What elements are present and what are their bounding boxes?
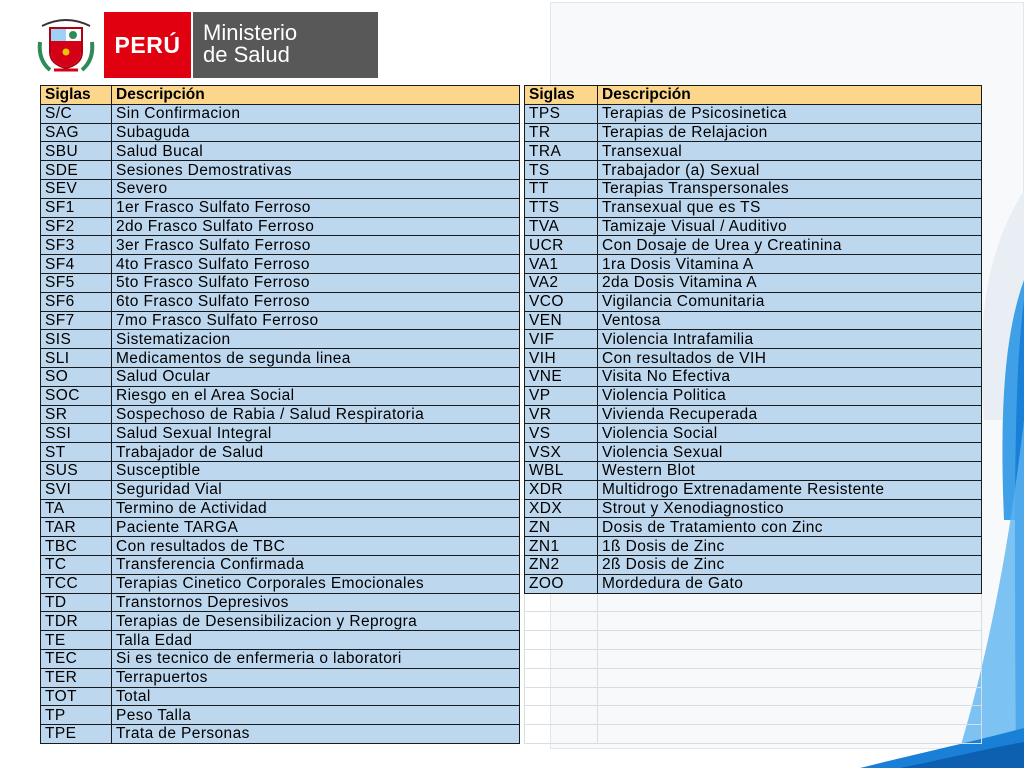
table-row xyxy=(41,668,520,687)
empty-cell xyxy=(598,631,982,650)
table-row xyxy=(525,424,982,443)
abbreviation-cell: XDX xyxy=(525,499,598,518)
table-row xyxy=(525,555,982,574)
table-row xyxy=(41,424,520,443)
empty-cell xyxy=(598,725,982,744)
abbreviation-cell: VSX xyxy=(525,443,598,462)
table-row xyxy=(41,367,520,386)
description-cell: Mordedura de Gato xyxy=(598,574,982,593)
table-row xyxy=(525,198,982,217)
table-row xyxy=(525,292,982,311)
table-row xyxy=(41,311,520,330)
abbreviation-cell: VIF xyxy=(525,330,598,349)
abbreviation-cell: VA2 xyxy=(525,273,598,292)
table-row xyxy=(525,461,982,480)
description-cell: Paciente TARGA xyxy=(112,518,520,537)
abbreviation-cell: TA xyxy=(41,499,112,518)
description-cell: Susceptible xyxy=(112,461,520,480)
table-row xyxy=(41,499,520,518)
abbreviation-cell: SO xyxy=(41,367,112,386)
abbreviation-cell: ZN xyxy=(525,518,598,537)
table-row xyxy=(41,518,520,537)
table-row xyxy=(41,292,520,311)
description-cell: Severo xyxy=(112,179,520,198)
empty-row xyxy=(525,593,982,612)
abbreviation-cell: SOC xyxy=(41,386,112,405)
description-cell: Violencia Politica xyxy=(598,386,982,405)
table-row xyxy=(41,179,520,198)
abbreviations-table-right xyxy=(524,85,982,744)
table-row xyxy=(41,123,520,142)
ministry-name xyxy=(193,12,378,78)
column-header-descripcion: Descripción xyxy=(598,86,982,105)
ministry-name-line1: Ministerio xyxy=(203,20,298,45)
description-cell: 2do Frasco Sulfato Ferroso xyxy=(112,217,520,236)
empty-row xyxy=(525,612,982,631)
description-cell: Terapias Transpersonales xyxy=(598,179,982,198)
abbreviation-cell: SF5 xyxy=(41,273,112,292)
abbreviation-cell: SAG xyxy=(41,123,112,142)
column-header-siglas: Siglas xyxy=(41,86,112,105)
description-cell: Sesiones Demostrativas xyxy=(112,161,520,180)
table-row xyxy=(41,649,520,668)
description-cell: 3er Frasco Sulfato Ferroso xyxy=(112,236,520,255)
empty-cell xyxy=(525,593,598,612)
abbreviation-cell: SSI xyxy=(41,424,112,443)
abbreviation-cell: SVI xyxy=(41,480,112,499)
column-header-siglas: Siglas xyxy=(525,86,598,105)
abbreviation-cell: SF7 xyxy=(41,311,112,330)
abbreviation-cell: VCO xyxy=(525,292,598,311)
table-row xyxy=(41,142,520,161)
table-row xyxy=(41,443,520,462)
description-cell: Con Dosaje de Urea y Creatinina xyxy=(598,236,982,255)
table-row xyxy=(41,706,520,725)
description-cell: Terapias Cinetico Corporales Emocionales xyxy=(112,574,520,593)
table-row xyxy=(525,179,982,198)
abbreviation-cell: TCC xyxy=(41,574,112,593)
table-row xyxy=(525,574,982,593)
table-row xyxy=(525,161,982,180)
description-cell: Trabajador (a) Sexual xyxy=(598,161,982,180)
abbreviation-cell: VNE xyxy=(525,367,598,386)
peru-coat-of-arms-icon xyxy=(34,12,98,76)
description-cell: Sistematizacion xyxy=(112,330,520,349)
description-cell: Subaguda xyxy=(112,123,520,142)
abbreviation-cell: TOT xyxy=(41,687,112,706)
table-row xyxy=(41,198,520,217)
description-cell: Salud Sexual Integral xyxy=(112,424,520,443)
abbreviation-cell: TC xyxy=(41,555,112,574)
description-cell: Transtornos Depresivos xyxy=(112,593,520,612)
table-row xyxy=(525,273,982,292)
empty-cell xyxy=(598,687,982,706)
abbreviation-cell: WBL xyxy=(525,461,598,480)
table-row xyxy=(525,499,982,518)
abbreviation-cell: TDR xyxy=(41,612,112,631)
abbreviation-cell: TR xyxy=(525,123,598,142)
description-cell: Salud Bucal xyxy=(112,142,520,161)
table-row xyxy=(41,480,520,499)
description-cell: Transexual xyxy=(598,142,982,161)
table-row xyxy=(41,631,520,650)
abbreviation-cell: VP xyxy=(525,386,598,405)
description-cell: Seguridad Vial xyxy=(112,480,520,499)
table-row xyxy=(525,123,982,142)
abbreviation-cell: ZN1 xyxy=(525,537,598,556)
abbreviation-cell: SR xyxy=(41,405,112,424)
empty-row xyxy=(525,649,982,668)
table-row xyxy=(525,443,982,462)
abbreviation-cell: TEC xyxy=(41,649,112,668)
table-row xyxy=(525,367,982,386)
abbreviation-cell: TT xyxy=(525,179,598,198)
description-cell: Terapias de Psicosinetica xyxy=(598,104,982,123)
abbreviations-table-left xyxy=(40,85,520,744)
description-cell: Ventosa xyxy=(598,311,982,330)
abbreviation-cell: S/C xyxy=(41,104,112,123)
empty-cell xyxy=(525,687,598,706)
peru-label: PERÚ xyxy=(104,12,191,78)
abbreviation-cell: TBC xyxy=(41,537,112,556)
table-row xyxy=(41,612,520,631)
abbreviation-cell: VR xyxy=(525,405,598,424)
description-cell: Trabajador de Salud xyxy=(112,443,520,462)
description-cell: 6to Frasco Sulfato Ferroso xyxy=(112,292,520,311)
abbreviation-cell: SBU xyxy=(41,142,112,161)
empty-row xyxy=(525,631,982,650)
description-cell: Violencia Sexual xyxy=(598,443,982,462)
table-row xyxy=(41,386,520,405)
table-row xyxy=(41,593,520,612)
description-cell: Tamizaje Visual / Auditivo xyxy=(598,217,982,236)
ministry-name-line2: de Salud xyxy=(203,42,290,67)
table-row xyxy=(41,405,520,424)
description-cell: Visita No Efectiva xyxy=(598,367,982,386)
table-row xyxy=(525,236,982,255)
description-cell: Salud Ocular xyxy=(112,367,520,386)
abbreviation-cell: SDE xyxy=(41,161,112,180)
table-row xyxy=(525,386,982,405)
abbreviation-cell: TVA xyxy=(525,217,598,236)
description-cell: Violencia Social xyxy=(598,424,982,443)
empty-cell xyxy=(525,668,598,687)
abbreviation-cell: TPS xyxy=(525,104,598,123)
table-row xyxy=(41,555,520,574)
abbreviation-cell: TRA xyxy=(525,142,598,161)
ministry-header xyxy=(34,12,378,78)
table-row xyxy=(525,311,982,330)
table-row xyxy=(41,236,520,255)
abbreviation-cell: TAR xyxy=(41,518,112,537)
abbreviation-cell: SLI xyxy=(41,349,112,368)
description-cell: Violencia Intrafamilia xyxy=(598,330,982,349)
empty-cell xyxy=(525,612,598,631)
empty-row xyxy=(525,725,982,744)
description-cell: Western Blot xyxy=(598,461,982,480)
table-header-row xyxy=(525,86,982,105)
abbreviation-cell: SF2 xyxy=(41,217,112,236)
empty-cell xyxy=(598,649,982,668)
description-cell: Strout y Xenodiagnostico xyxy=(598,499,982,518)
description-cell: Terapias de Desensibilizacion y Reprogra xyxy=(112,612,520,631)
abbreviation-cell: SIS xyxy=(41,330,112,349)
abbreviation-cell: VA1 xyxy=(525,255,598,274)
abbreviation-cell: SF6 xyxy=(41,292,112,311)
table-row xyxy=(41,104,520,123)
description-cell: Transferencia Confirmada xyxy=(112,555,520,574)
abbreviation-cell: TE xyxy=(41,631,112,650)
abbreviation-cell: TS xyxy=(525,161,598,180)
table-row xyxy=(525,255,982,274)
empty-cell xyxy=(598,612,982,631)
abbreviation-cell: TTS xyxy=(525,198,598,217)
abbreviation-cell: VS xyxy=(525,424,598,443)
description-cell: Con resultados de TBC xyxy=(112,537,520,556)
description-cell: Sospechoso de Rabia / Salud Respiratoria xyxy=(112,405,520,424)
description-cell: 5to Frasco Sulfato Ferroso xyxy=(112,273,520,292)
empty-cell xyxy=(525,706,598,725)
table-row xyxy=(41,574,520,593)
abbreviation-cell: SEV xyxy=(41,179,112,198)
table-row xyxy=(41,255,520,274)
empty-row xyxy=(525,706,982,725)
table-row xyxy=(525,330,982,349)
table-row xyxy=(41,725,520,744)
table-row xyxy=(41,461,520,480)
abbreviation-cell: TD xyxy=(41,593,112,612)
table-row xyxy=(525,217,982,236)
abbreviation-cell: SUS xyxy=(41,461,112,480)
abbreviation-cell: ST xyxy=(41,443,112,462)
description-cell: Terapias de Relajacion xyxy=(598,123,982,142)
description-cell: Talla Edad xyxy=(112,631,520,650)
abbreviation-cell: UCR xyxy=(525,236,598,255)
abbreviation-cell: ZOO xyxy=(525,574,598,593)
empty-row xyxy=(525,668,982,687)
abbreviation-cell: SF3 xyxy=(41,236,112,255)
description-cell: 2ß Dosis de Zinc xyxy=(598,555,982,574)
table-row xyxy=(41,330,520,349)
description-cell: 2da Dosis Vitamina A xyxy=(598,273,982,292)
description-cell: Con resultados de VIH xyxy=(598,349,982,368)
description-cell: Multidrogo Extrenadamente Resistente xyxy=(598,480,982,499)
empty-cell xyxy=(525,649,598,668)
description-cell: Total xyxy=(112,687,520,706)
empty-cell xyxy=(525,631,598,650)
description-cell: Sin Confirmacion xyxy=(112,104,520,123)
description-cell: Vigilancia Comunitaria xyxy=(598,292,982,311)
table-row xyxy=(41,273,520,292)
description-cell: 1er Frasco Sulfato Ferroso xyxy=(112,198,520,217)
table-row xyxy=(525,104,982,123)
description-cell: 7mo Frasco Sulfato Ferroso xyxy=(112,311,520,330)
abbreviation-cell: TP xyxy=(41,706,112,725)
description-cell: 1ß Dosis de Zinc xyxy=(598,537,982,556)
empty-row xyxy=(525,687,982,706)
description-cell: 1ra Dosis Vitamina A xyxy=(598,255,982,274)
table-row xyxy=(41,537,520,556)
description-cell: Medicamentos de segunda linea xyxy=(112,349,520,368)
abbreviation-cell: VEN xyxy=(525,311,598,330)
description-cell: 4to Frasco Sulfato Ferroso xyxy=(112,255,520,274)
description-cell: Transexual que es TS xyxy=(598,198,982,217)
table-row xyxy=(525,480,982,499)
empty-cell xyxy=(598,706,982,725)
table-row xyxy=(525,405,982,424)
abbreviation-cell: TPE xyxy=(41,725,112,744)
empty-cell xyxy=(598,668,982,687)
description-cell: Trata de Personas xyxy=(112,725,520,744)
table-row xyxy=(41,217,520,236)
table-row xyxy=(41,161,520,180)
description-cell: Termino de Actividad xyxy=(112,499,520,518)
description-cell: Terrapuertos xyxy=(112,668,520,687)
abbreviation-cell: TER xyxy=(41,668,112,687)
abbreviation-cell: XDR xyxy=(525,480,598,499)
table-header-row xyxy=(41,86,520,105)
description-cell: Dosis de Tratamiento con Zinc xyxy=(598,518,982,537)
description-cell: Riesgo en el Area Social xyxy=(112,386,520,405)
table-row xyxy=(41,349,520,368)
description-cell: Si es tecnico de enfermeria o laboratori xyxy=(112,649,520,668)
table-row xyxy=(525,142,982,161)
table-row xyxy=(525,349,982,368)
abbreviation-cell: SF4 xyxy=(41,255,112,274)
empty-cell xyxy=(598,593,982,612)
abbreviation-cell: VIH xyxy=(525,349,598,368)
table-row xyxy=(41,687,520,706)
description-cell: Peso Talla xyxy=(112,706,520,725)
column-header-descripcion: Descripción xyxy=(112,86,520,105)
abbreviation-cell: ZN2 xyxy=(525,555,598,574)
table-row xyxy=(525,537,982,556)
description-cell: Vivienda Recuperada xyxy=(598,405,982,424)
abbreviation-cell: SF1 xyxy=(41,198,112,217)
empty-cell xyxy=(525,725,598,744)
table-row xyxy=(525,518,982,537)
